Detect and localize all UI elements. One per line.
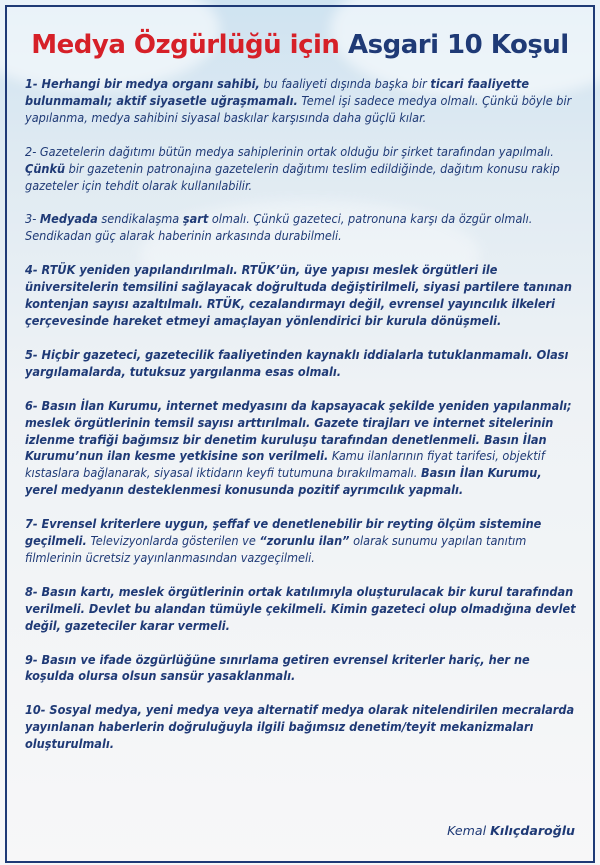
body-text: Televizyonlarda gösterilen ve: [86, 533, 260, 549]
body-text: bu faaliyeti dışında başka bir: [259, 76, 431, 91]
bold-text: 6- Basın İlan Kurumu, internet medyasını da kapsayacak şekilde yeniden yapılanmalı; meslek örgütlerinin temsil sayısı arttırılmalı. Gazete tirajları ve internet sitelerinin izlenme trafiği bağımsız bir denetim kuruluşu tarafından denetlenmeli. Basın İlan Kurumu’nun ilan kesme yetkisine son verilmeli.: [25, 397, 572, 464]
bold-text: 7- Evrensel kriterlere uygun, şeffaf ve denetlenebilir bir reyting ölçüm sistemine geçilmeli.: [25, 516, 542, 549]
bold-text: 8- Basın kartı, meslek örgütlerinin ortak katılımıyla oluşturulacak bir kurul tarafından verilmeli. Devlet bu alandan tümüyle çekilmeli. Kimin gazeteci olup olmadığına devlet değil, gazeteciler karar vermeli.: [25, 583, 576, 633]
body-text: olmalı. Çünkü gazeteci, patronuna karşı da özgür olmalı. Sendikadan güç alarak haberinin arkasında durabilmeli.: [25, 211, 533, 244]
signature-last-name: Kılıçdaroğlu: [490, 823, 575, 838]
bold-text: 1- Herhangi bir medya organı sahibi,: [25, 76, 260, 91]
condition-item-3: [25, 211, 577, 245]
condition-item-5: [25, 347, 577, 381]
condition-item-10: [25, 702, 577, 753]
bold-text: 10- Sosyal medya, yeni medya veya alternatif medya olarak nitelendirilen mecralarda yayınlanan haberlerin doğruluğuyla ilgili bağımsız denetim/teyit mekanizmaları oluşturulmalı.: [25, 702, 575, 752]
bold-text: 9- Basın ve ifade özgürlüğüne sınırlama getiren evrensel kriterler hariç, her ne koşulda olursa olsun sansür yasaklanmalı.: [25, 651, 530, 684]
bold-text: “zorunlu ilan”: [259, 533, 350, 549]
bold-text: Medyada: [39, 211, 98, 227]
condition-item-9: [25, 652, 577, 686]
signature: [447, 823, 575, 838]
condition-item-7: [25, 516, 577, 567]
body-text: Temel işi sadece medya olmalı. Çünkü böyle bir yapılanma, medya sahibini siyasal baskılar karşısında daha güçlü kılar.: [25, 92, 572, 125]
condition-item-4: [25, 262, 577, 330]
title-part-navy: Asgari 10 Koşul: [348, 30, 569, 60]
bold-text: 4- RTÜK yeniden yapılandırılmalı. RTÜK’ün, üye yapısı meslek örgütleri ile üniversitelerin temsilini sağlayacak doğrultuda değiştirilmeli, siyasi partilere tanınan kontenjan sayısı azaltılmalı. RTÜK, cezalandırmayı değil, evrensel yayıncılık ilkeleri çerçevesinde hareket etmeyi amaçlayan yönlendirici bir kurula dönüşmeli.: [25, 262, 572, 328]
bold-text: Çünkü: [25, 160, 66, 176]
bold-text: şart: [182, 211, 209, 227]
bold-text: ticari faaliyette bulunmamalı; aktif siyasetle uğraşmamalı.: [25, 76, 530, 108]
page-title: [0, 30, 600, 60]
bold-text: 5- Hiçbir gazeteci, gazetecilik faaliyetinden kaynaklı iddialarla tutuklanmamalı. Olası yargılamalarda, tutuksuz yargılanma esas olmalı.: [25, 346, 569, 379]
condition-item-8: [25, 584, 577, 635]
body-text: Kamu ilanlarının fiyat tarifesi, objektif kıstaslara bağlanarak, siyasal iktidarın keyfi tutumuna bırakılmamalı.: [25, 448, 545, 481]
body-text: 3-: [25, 211, 40, 227]
condition-item-2: [25, 144, 577, 195]
body-text: sendikalaşma: [97, 211, 183, 227]
body-text: olarak sunumu yapılan tanıtım filmlerinin ücretsiz yayınlanmasından vazgeçilmeli.: [25, 533, 527, 565]
conditions-list: [25, 76, 577, 770]
bold-text: Basın İlan Kurumu, yerel medyanın desteklenmesi konusunda pozitif ayrımcılık yapmalı.: [25, 465, 542, 498]
title-part-red: Medya Özgürlüğü için: [31, 30, 340, 60]
condition-item-1: [25, 76, 577, 127]
body-text: bir gazetenin patronajına gazetelerin dağıtımı teslim edildiğinde, dağıtım konusu rakip gazeteler için tehdit olarak kullanılabilir.: [25, 160, 560, 193]
body-text: 2- Gazetelerin dağıtımı bütün medya sahiplerinin ortak olduğu bir şirket tarafından yapılmalı.: [25, 143, 554, 159]
condition-item-6: [25, 398, 577, 499]
signature-first-name: Kemal: [447, 823, 491, 838]
